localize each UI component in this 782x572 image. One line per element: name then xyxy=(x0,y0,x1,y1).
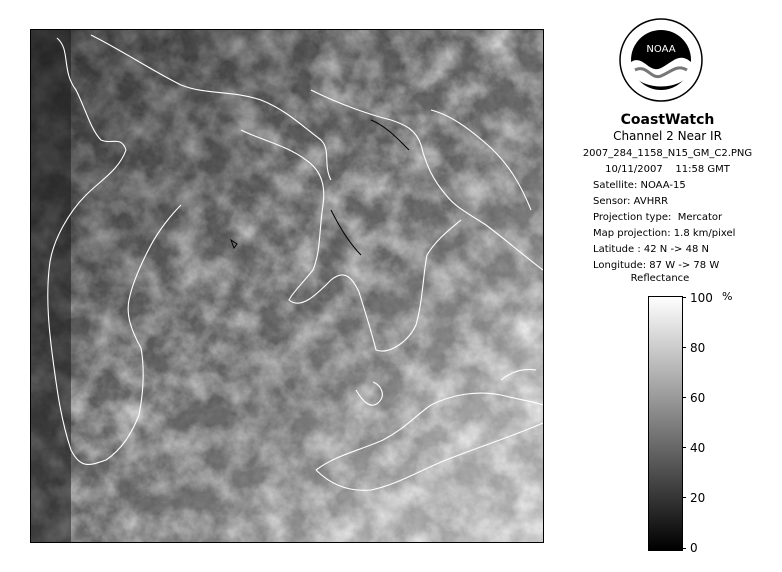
datetime-label: 10/11/2007 11:58 GMT xyxy=(605,164,730,175)
longitude-label: Longitude: 87 W -> 78 W xyxy=(593,260,720,271)
colorbar-tick xyxy=(682,548,686,549)
colorbar xyxy=(648,296,683,551)
map-projection-label: Map projection: 1.8 km/pixel xyxy=(593,228,736,239)
filename-label: 2007_284_1158_N15_GM_C2.PNG xyxy=(582,148,753,159)
colorbar-tick xyxy=(682,397,686,398)
satellite-image xyxy=(30,29,544,543)
colorbar-tick-label: 100 xyxy=(690,291,713,305)
colorbar-title: Reflectance xyxy=(630,273,690,284)
colorbar-tick xyxy=(682,497,686,498)
colorbar-tick-label: 20 xyxy=(690,491,706,505)
colorbar-tick-label: 80 xyxy=(690,341,706,355)
sensor-label: Sensor: AVHRR xyxy=(593,196,669,207)
colorbar-tick xyxy=(682,347,686,348)
brand-title: CoastWatch xyxy=(620,112,715,128)
colorbar-tick-label: 40 xyxy=(690,441,706,455)
channel-label: Channel 2 Near IR xyxy=(613,129,722,143)
noaa-logo-icon xyxy=(619,18,703,102)
colorbar-tick xyxy=(682,297,686,298)
latitude-label: Latitude : 42 N -> 48 N xyxy=(593,244,709,255)
colorbar-unit: % xyxy=(722,290,733,303)
colorbar-tick-label: 0 xyxy=(690,541,698,555)
satellite-image-svg xyxy=(31,30,543,542)
logo-text: NOAA xyxy=(646,44,676,55)
projection-type-label: Projection type: Mercator xyxy=(593,212,723,223)
satellite-label: Satellite: NOAA-15 xyxy=(593,180,686,191)
colorbar-tick-label: 60 xyxy=(690,391,706,405)
colorbar-tick xyxy=(682,447,686,448)
